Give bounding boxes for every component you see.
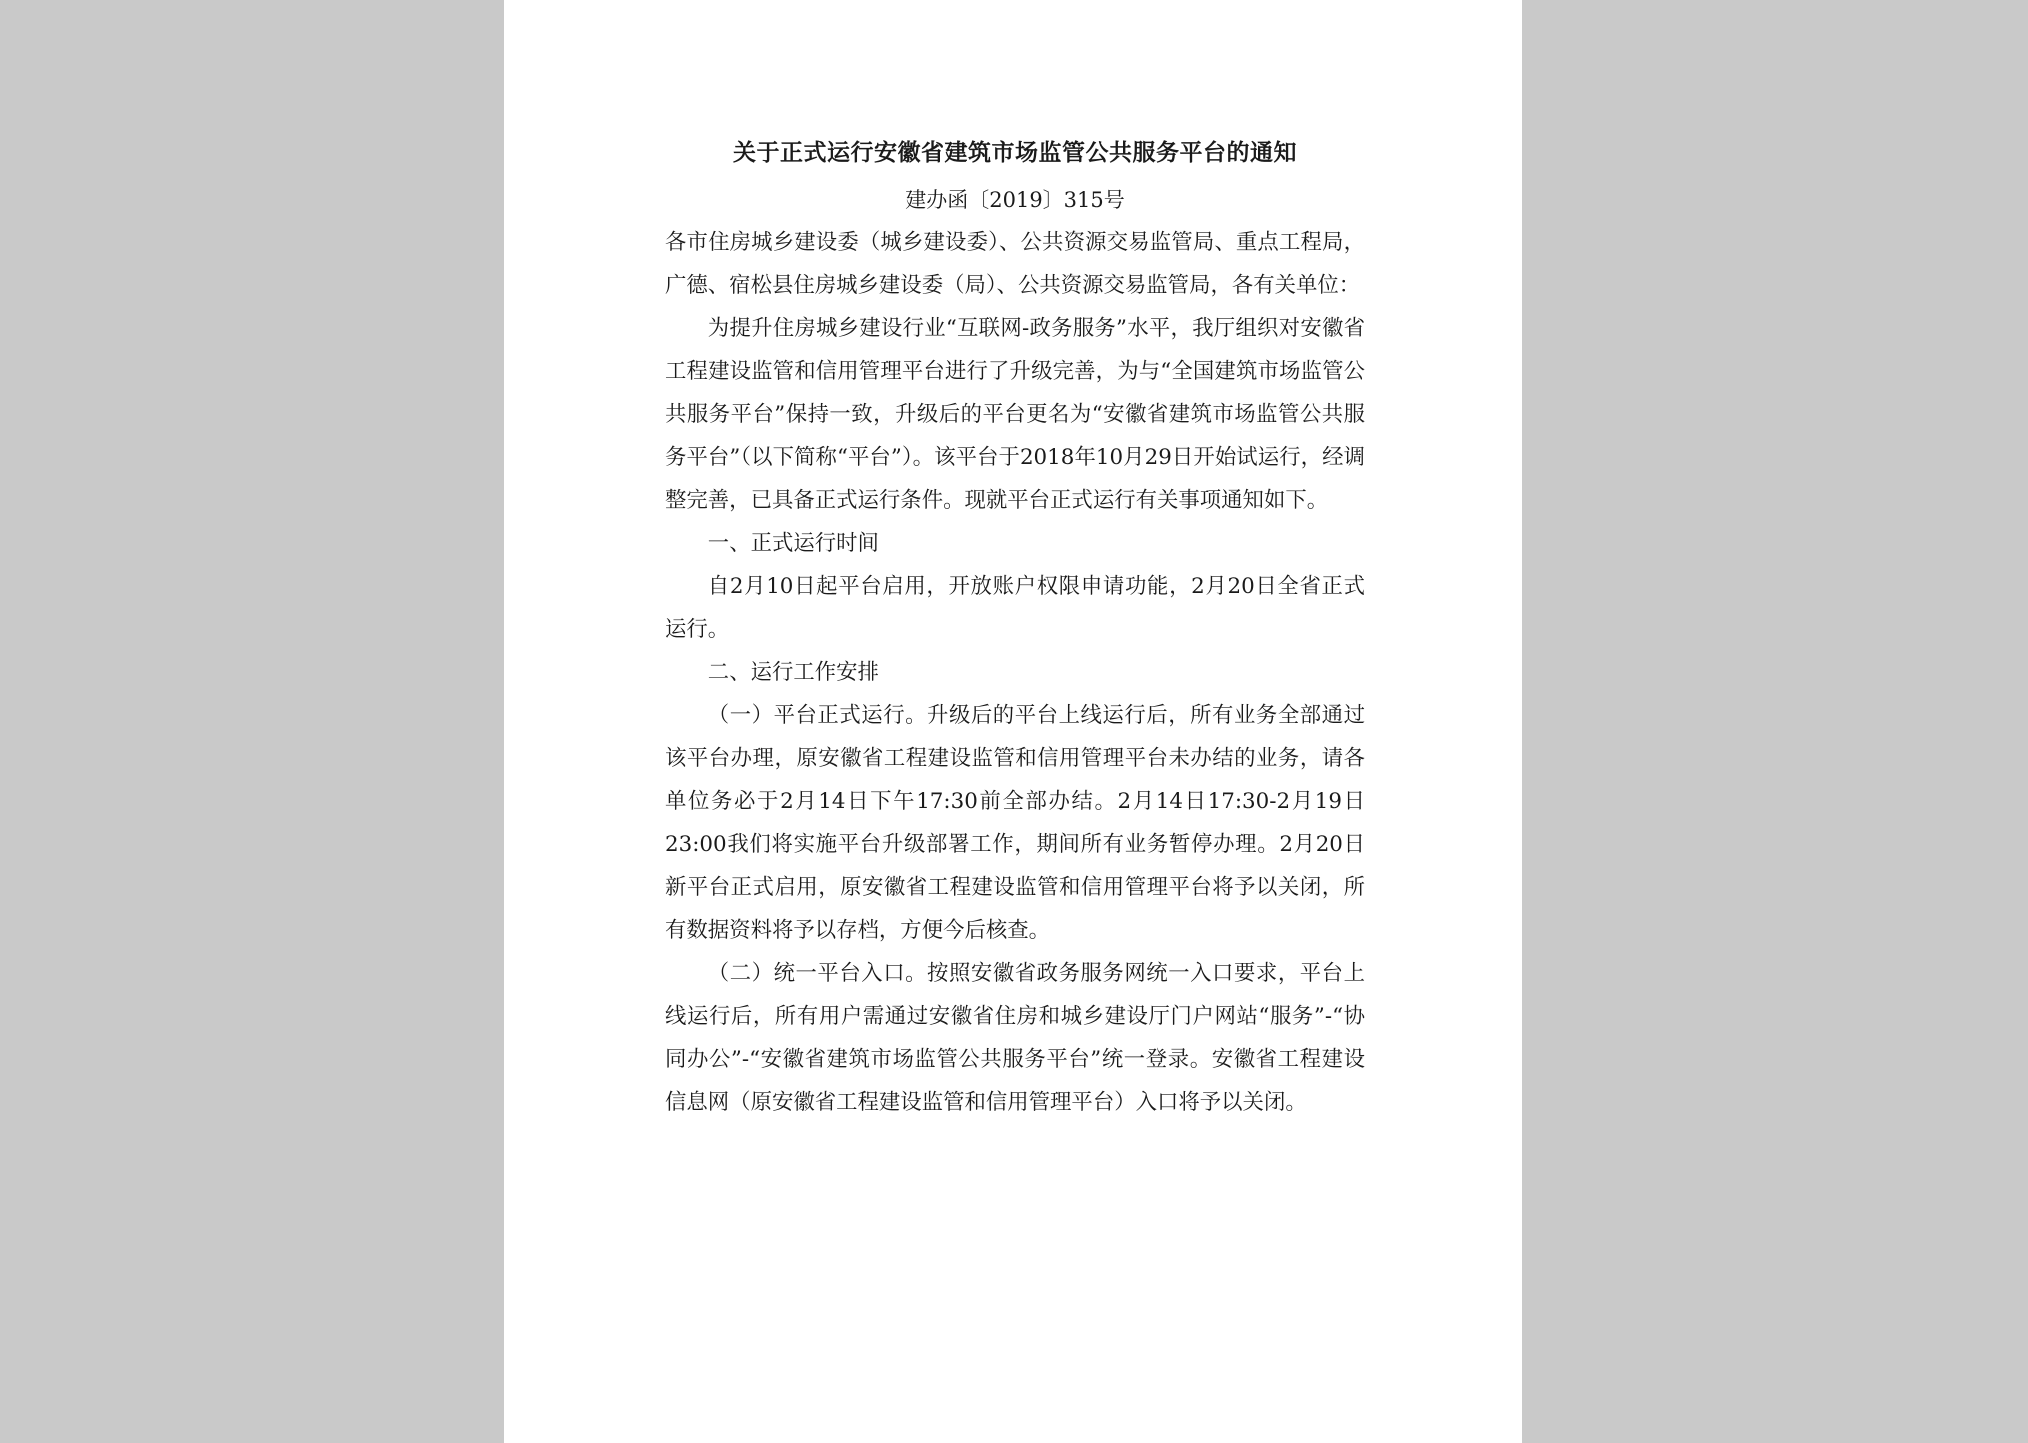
intro-paragraph: 为提升住房城乡建设行业“互联网-政务服务”水平，我厅组织对安徽省工程建设监管和信用管理平台进行了升级完善，为与“全国建筑市场监管公共服务平台”保持一致，升级后的平台更名为“安徽省建筑市场监管公共服务平台”（以下简称“平台”）。该平台于2018年10月29日开始试运行，经调整完善，已具备正式运行条件。现就平台正式运行有关事项通知如下。 [665, 316, 1365, 513]
document-number: 建办函〔2019〕315号 [905, 188, 1125, 212]
section-2-item-2-paragraph: （二）统一平台入口。按照安徽省政务服务网统一入口要求，平台上线运行后，所有用户需通过安徽省住房和城乡建设厅门户网站“服务”-“协同办公”-“安徽省建筑市场监管公共服务平台”统一登录。安徽省工程建设信息网（原安徽省工程建设监管和信用管理平台）入口将予以关闭。 [665, 961, 1365, 1115]
document-title: 关于正式运行安徽省建筑市场监管公共服务平台的通知 [733, 139, 1297, 166]
section-2-item-1-paragraph: （一）平台正式运行。升级后的平台上线运行后，所有业务全部通过该平台办理，原安徽省工程建设监管和信用管理平台未办结的业务，请各单位务必于2月14日下午17:30前全部办结。2月14日17:30-2月19日23:00我们将实施平台升级部署工作，期间所有业务暂停办理。2月20日新平台正式启用，原安徽省工程建设监管和信用管理平台将予以关闭，所有数据资料将予以存档，方便今后核查。 [665, 703, 1365, 943]
section-heading-2: 二、运行工作安排 [707, 660, 879, 685]
section-1-paragraph: 自2月10日起平台启用，开放账户权限申请功能，2月20日全省正式运行。 [665, 574, 1365, 642]
salutation-paragraph: 各市住房城乡建设委（城乡建设委）、公共资源交易监管局、重点工程局，广德、宿松县住房城乡建设委（局）、公共资源交易监管局，各有关单位： [665, 230, 1365, 298]
document-content [665, 133, 1365, 1124]
section-heading-1: 一、正式运行时间 [707, 531, 879, 556]
document-page [504, 0, 1522, 1443]
